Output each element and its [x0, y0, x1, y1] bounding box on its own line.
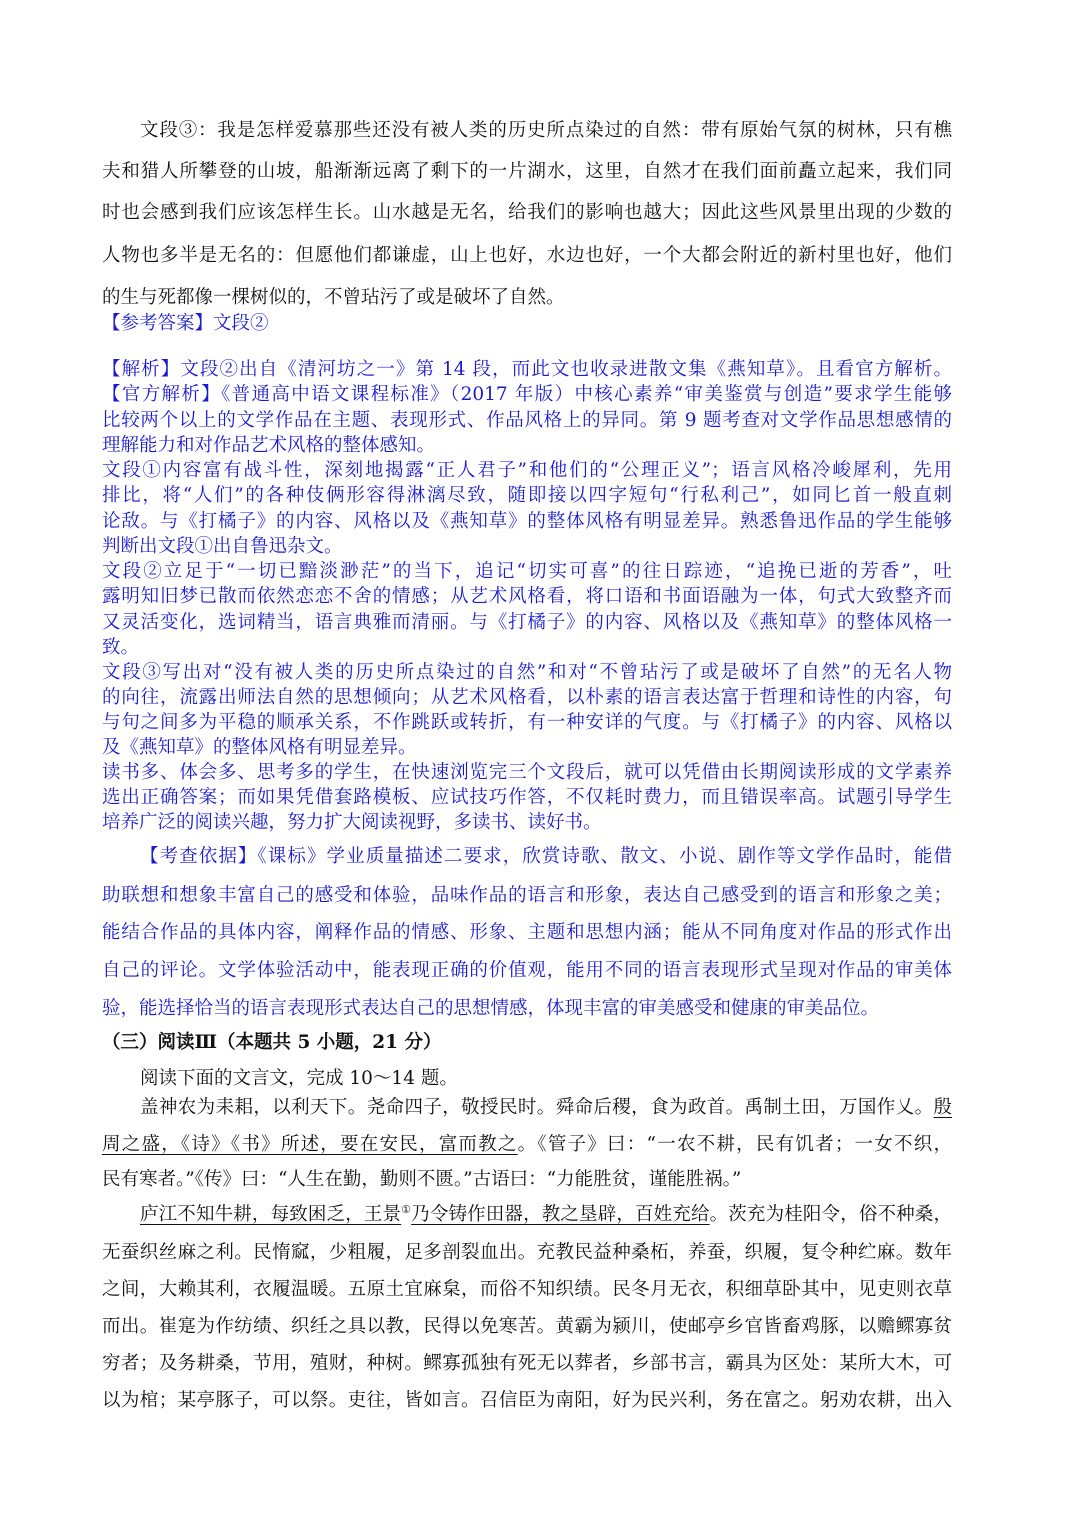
analysis-line: 比较两个以上的文学作品在主题、表现形式、作品风格上的异同。第 9 题考查对文学作品思想感情的 [102, 410, 952, 431]
analysis-line: 理解能力和对作品艺术风格的整体感知。 [102, 435, 436, 456]
analysis-line: 培养广泛的阅读兴趣，努力扩大阅读视野，多读书、读好书。 [102, 812, 602, 833]
text-span: 。茨充为桂阳令，俗不种桑， [709, 1204, 952, 1225]
classical-line [140, 1200, 952, 1226]
analysis-line: 又灵活变化，选词精当，语言典雅而清丽。与《打橘子》的内容、风格以及《燕知草》的整体风格一 [102, 612, 952, 633]
analysis-line: 及《燕知草》的整体风格有明显差异。 [102, 737, 417, 758]
basis-line: 能结合作品的具体内容，阐释作品的情感、形象、主题和思想内涵；能从不同角度对作品的形式作出 [102, 922, 952, 943]
analysis-line: 露明知旧梦已散而依然恋恋不舍的情感；从艺术风格看，将口语和书面语融为一体，句式大致整齐而 [102, 586, 952, 607]
passage-3-line: 夫和猎人所攀登的山坡，船渐渐远离了剩下的一片湖水，这里，自然才在我们面前矗立起来，我们同 [102, 161, 952, 182]
classical-line: 之间，大赖其利，衣履温暖。五原土宜麻枲，而俗不知织绩。民冬月无衣，积细草卧其中，见吏则衣草 [102, 1279, 952, 1300]
passage-3-line: 文段③：我是怎样爱慕那些还没有被人类的历史所点染过的自然：带有原始气氛的树林，只有樵 [140, 120, 952, 141]
analysis-line: 文段③写出对“没有被人类的历史所点染过的自然”和对“不曾玷污了或是破坏了自然”的无名人物 [102, 662, 952, 683]
text-span: 盖神农为耒耜，以利天下。尧命四子，敬授民时。舜命后稷，食为政首。禹制土田，万国作 [140, 1097, 896, 1118]
passage-3-line: 的生与死都像一棵树似的，不曾玷污了或是破坏了自然。 [102, 287, 565, 308]
analysis-line: 文段②立足于“一切已黯淡渺茫”的当下，追记“切实可喜”的往日踪迹，“追挽已逝的芳香”，吐 [102, 561, 952, 582]
analysis-line: 选出正确答案；而如果凭借套路模板、应试技巧作答，不仅耗时费力，而且错误率高。试题引导学生 [102, 787, 952, 808]
analysis-line: 论敌。与《打橘子》的内容、风格以及《燕知草》的整体风格有明显差异。熟悉鲁迅作品的学生能够 [102, 511, 952, 532]
basis-line: 验，能选择恰当的语言表现形式表达自己的思想情感，体现丰富的审美感受和健康的审美品位。 [102, 998, 880, 1019]
basis-line: 自己的评论。文学体验活动中，能表现正确的价值观，能用不同的语言表现形式呈现对作品的审美体 [102, 960, 952, 981]
classical-line [102, 1130, 952, 1156]
analysis-line: 【解析】文段②出自《清河坊之一》第 14 段，而此文也收录进散文集《燕知草》。且看官方解析。 [102, 359, 952, 380]
section-instruction: 阅读下面的文言文，完成 10～14 题。 [140, 1068, 458, 1089]
classical-line [140, 1093, 952, 1119]
passage-3-line: 时也会感到我们应该怎样生长。山水越是无名，给我们的影响也越大；因此这些风景里出现的少数的 [102, 202, 952, 223]
classical-line: 无蚕织丝麻之利。民惰窳，少粗履，足多剖裂血出。充教民益种桑柘，养蚕，织履，复令种纻麻。数年 [102, 1242, 952, 1263]
underlined-sentence: 乃令铸作田器，教之垦辟，百姓充给 [411, 1204, 710, 1225]
classical-line: 穷者；及务耕桑，节用，殖财，种树。鳏寡孤独有死无以葬者，乡部书言，霸具为区处：某所大木，可 [102, 1353, 952, 1374]
basis-line: 助联想和想象丰富自己的感受和体验，品味作品的语言和形象，表达自己感受到的语言和形象之美； [102, 885, 952, 906]
reference-answer: 【参考答案】文段② [102, 313, 269, 334]
text-span: 。 [914, 1097, 934, 1118]
analysis-line: 排比，将“人们”的各种伎俩形容得淋漓尽致，随即接以四字短句“行私利己”，如同匕首一般直刺 [102, 485, 952, 506]
analysis-line: 的向往，流露出师法自然的思想倾向；从艺术风格看，以朴素的语言表达富于哲理和诗性的内容，句 [102, 687, 952, 708]
underlined-sentence: 殷 [933, 1097, 952, 1118]
basis-line: 【考查依据】《课标》学业质量描述二要求，欣赏诗歌、散文、小说、剧作等文学作品时，能借 [140, 846, 952, 867]
analysis-line: 读书多、体会多、思考多的学生，在快速浏览完三个文段后，就可以凭借由长期阅读形成的文学素养 [102, 762, 952, 783]
text-span: 以为 [102, 1390, 140, 1411]
analysis-line: 【官方解析】《普通高中语文课程标准》（2017 年版）中核心素养“审美鉴赏与创造”要求学生能够 [102, 384, 952, 405]
classical-line [102, 1386, 952, 1412]
analysis-line: 致。 [102, 637, 140, 658]
text-span: ；某亭豚子，可以祭。吏往，皆如言。召信臣为南阳，好为民兴利，务在富之。躬劝农耕，出入 [158, 1390, 952, 1411]
section-heading: （三）阅读Ⅲ（本题共 5 小题，21 分） [102, 1032, 442, 1053]
underlined-sentence: 周之盛，《诗》《书》所述，要在安民，富而教之 [102, 1134, 518, 1155]
analysis-line: 文段①内容富有战斗性，深刻地揭露“正人君子”和他们的“公理正义”；语言风格冷峻犀利，先用 [102, 460, 952, 481]
footnote-marker: ① [401, 1202, 412, 1216]
classical-line: 民有寒者。”《传》曰：“人生在勤，勤则不匮。”古语曰：“力能胜贫，谨能胜祸。” [102, 1169, 742, 1190]
classical-line: 而出。崔寔为作纺绩、织纴之具以教，民得以免寒苦。黄霸为颍川，使邮亭乡官皆畜鸡豚，以赡鳏寡贫 [102, 1316, 952, 1337]
emphasis-dot-char: 乂 [895, 1097, 915, 1118]
emphasis-dot-char: 棺 [139, 1390, 159, 1411]
text-span: 。《管子》曰：“一农不耕，民有饥者；一女不织， [517, 1134, 952, 1155]
underlined-sentence: 庐江不知牛耕，每致困乏，王景 [140, 1204, 402, 1225]
passage-3-line: 人物也多半是无名的：但愿他们都谦虚，山上也好，水边也好，一个大都会附近的新村里也好，他们 [102, 245, 952, 266]
analysis-line: 判断出文段①出自鲁迅杂文。 [102, 536, 343, 557]
analysis-line: 与句之间多为平稳的顺承关系，不作跳跃或转折，有一种安详的气度。与《打橘子》的内容、风格以 [102, 712, 952, 733]
